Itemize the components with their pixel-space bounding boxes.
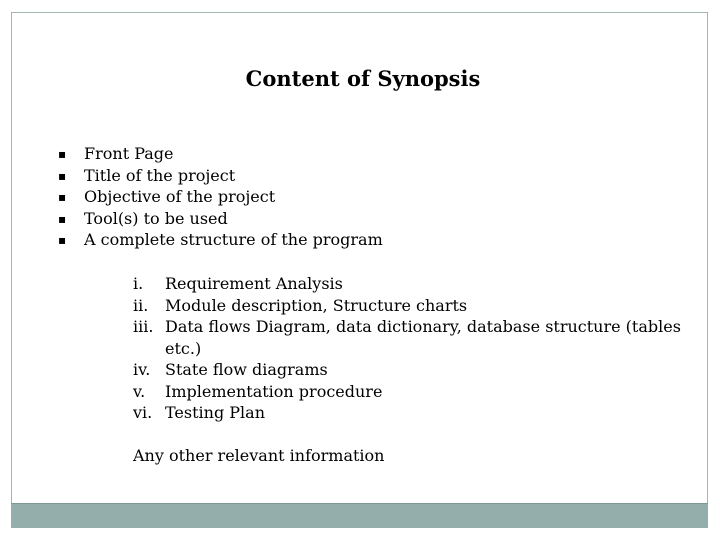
sub-item <box>133 316 720 359</box>
sub-item-text: Data flows Diagram, data dictionary, database structure (tables etc.) <box>165 317 681 358</box>
sub-item-text: Implementation procedure <box>165 381 383 401</box>
sub-item <box>133 359 720 381</box>
bullet-text: Tool(s) to be used <box>84 208 228 228</box>
square-bullet-icon: ▪ <box>58 168 67 183</box>
square-bullet-icon: ▪ <box>58 211 67 226</box>
bullet-text: Front Page <box>84 144 174 163</box>
sub-item <box>133 273 720 295</box>
bullet-item <box>58 165 383 187</box>
sub-item-text: Requirement Analysis <box>165 274 343 293</box>
sub-item-number: iv. <box>133 360 151 379</box>
bullet-item <box>58 229 383 251</box>
slide-title: Content of Synopsis <box>245 66 481 91</box>
sub-item <box>133 381 720 403</box>
sub-item-text: Module description, Structure charts <box>165 295 468 315</box>
sub-item-number: v. <box>133 381 146 401</box>
footer-bar <box>11 503 708 528</box>
bullet-list <box>58 143 383 251</box>
bullet-text: Title of the project <box>84 165 236 185</box>
square-bullet-icon: ▪ <box>58 190 67 204</box>
sub-item-number: iii. <box>133 317 154 336</box>
bullet-item <box>58 208 383 230</box>
bullet-text: A complete structure of the program <box>84 230 383 249</box>
other-info-text: Any other relevant information <box>133 446 385 465</box>
bullet-item <box>58 186 383 208</box>
square-bullet-icon: ▪ <box>58 147 67 161</box>
sub-item-number: vi. <box>133 403 153 422</box>
sub-item-text: Testing Plan <box>165 403 266 422</box>
sub-item-number: i. <box>133 274 144 293</box>
structure-sublist <box>133 273 720 424</box>
sub-item-text: State flow diagrams <box>165 360 328 379</box>
bullet-text: Objective of the project <box>84 187 276 206</box>
bullet-item <box>58 143 383 165</box>
sub-item <box>133 295 720 317</box>
sub-item <box>133 402 720 424</box>
square-bullet-icon: ▪ <box>58 233 67 247</box>
sub-item-number: ii. <box>133 295 149 315</box>
